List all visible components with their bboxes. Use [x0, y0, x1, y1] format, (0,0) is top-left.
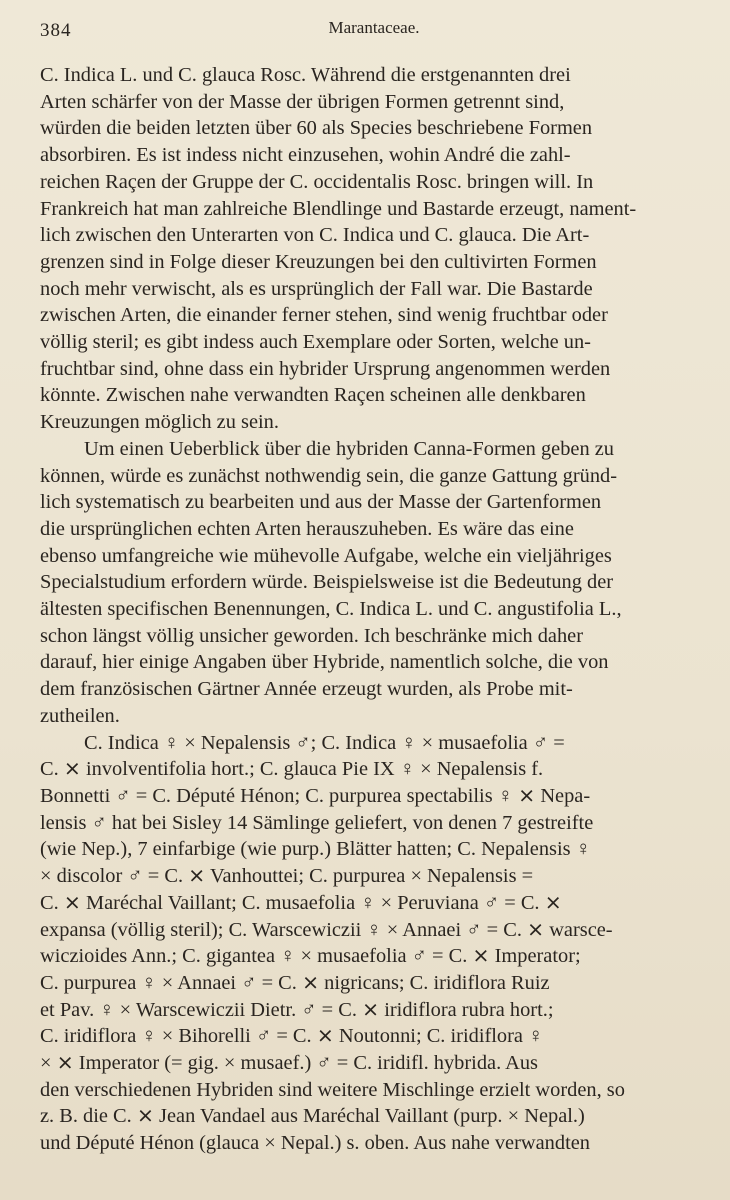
text-line: × ⨯ Imperator (= gig. × musaef.) ♂ = C. iridifl. hybrida. Aus [40, 1052, 538, 1075]
text-line: und Député Hénon (glauca × Nepal.) s. oben. Aus nahe verwandten [40, 1132, 590, 1155]
page-header [40, 14, 708, 44]
text-line: den verschiedenen Hybriden sind weitere Mischlinge erzielt worden, so [40, 1078, 625, 1101]
text-line: Frankreich hat man zahlreiche Blendlinge und Bastarde erzeugt, nament- [40, 197, 637, 220]
text-line: fruchtbar sind, ohne dass ein hybrider Ursprung angenommen werden [40, 357, 611, 380]
text-line: völlig steril; es gibt indess auch Exemplare oder Sorten, welche un- [40, 331, 591, 354]
text-line: lich zwischen den Unterarten von C. Indica und C. glauca. Die Art- [40, 224, 590, 247]
text-line: C. Indica ♀ × Nepalensis ♂; C. Indica ♀ × musaefolia ♂ = [84, 731, 565, 754]
text-line: C. purpurea ♀ × Annaei ♂ = C. ⨯ nigricans; C. iridiflora Ruiz [40, 971, 550, 994]
text-line: absorbiren. Es ist indess nicht einzusehen, wohin André die zahl- [40, 144, 571, 167]
paragraph [40, 730, 710, 1157]
text-line: Um einen Ueberblick über die hybriden Canna-Formen geben zu [84, 437, 614, 460]
text-line: die ursprünglichen echten Arten herauszuheben. Es wäre das eine [40, 517, 574, 540]
text-line: C. ⨯ involventifolia hort.; C. glauca Pie IX ♀ × Nepalensis f. [40, 758, 544, 781]
text-line: zutheilen. [40, 704, 120, 727]
text-line: Bonnetti ♂ = C. Député Hénon; C. purpurea spectabilis ♀ ⨯ Nepa- [40, 784, 591, 807]
text-line: expansa (völlig steril); C. Warscewiczii ♀ × Annaei ♂ = C. ⨯ warsce- [40, 918, 613, 941]
text-line: könnte. Zwischen nahe verwandten Raçen scheinen alle denkbaren [40, 384, 586, 407]
text-line: würden die beiden letzten über 60 als Species beschriebene Formen [40, 117, 593, 140]
text-line: Kreuzungen möglich zu sein. [40, 411, 279, 434]
text-line: C. Indica L. und C. glauca Rosc. Während die erstgenannten drei [40, 64, 571, 86]
text-line: schon längst völlig unsicher geworden. Ich beschränke mich daher [40, 624, 584, 647]
paragraph [40, 62, 710, 436]
text-line: ältesten specifischen Benennungen, C. Indica L. und C. angustifolia L., [40, 598, 622, 621]
text-line: dem französischen Gärtner Année erzeugt wurden, als Probe mit- [40, 678, 573, 701]
text-line: darauf, hier einige Angaben über Hybride, namentlich solche, die von [40, 651, 609, 674]
text-line: reichen Raçen der Gruppe der C. occidentalis Rosc. bringen will. In [40, 170, 594, 193]
body-text [40, 62, 710, 1157]
text-line: wiczioides Ann.; C. gigantea ♀ × musaefolia ♂ = C. ⨯ Imperator; [40, 945, 581, 968]
text-line: zwischen Arten, die einander ferner stehen, sind wenig fruchtbar oder [40, 304, 608, 327]
text-line: × discolor ♂ = C. ⨯ Vanhouttei; C. purpurea × Nepalensis = [40, 865, 534, 888]
running-title: Marantaceae. [328, 18, 420, 37]
page-number: 384 [40, 20, 72, 41]
text-line: et Pav. ♀ × Warscewiczii Dietr. ♂ = C. ⨯ iridiflora rubra hort.; [40, 998, 554, 1021]
text-line: noch mehr verwischt, als es ursprünglich der Fall war. Die Bastarde [40, 277, 593, 300]
text-line: können, würde es zunächst nothwendig sein, die ganze Gattung gründ- [40, 464, 618, 487]
text-line: C. iridiflora ♀ × Bihorelli ♂ = C. ⨯ Noutonni; C. iridiflora ♀ [40, 1025, 544, 1048]
text-line: lich systematisch zu bearbeiten und aus der Masse der Gartenformen [40, 491, 602, 514]
paragraph [40, 436, 710, 730]
text-line: grenzen sind in Folge dieser Kreuzungen bei den cultivirten Formen [40, 250, 597, 273]
text-line: Arten schärfer von der Masse der übrigen Formen getrennt sind, [40, 90, 565, 113]
text-line: z. B. die C. ⨯ Jean Vandael aus Maréchal Vaillant (purp. × Nepal.) [40, 1105, 585, 1128]
text-line: lensis ♂ hat bei Sisley 14 Sämlinge geliefert, von denen 7 gestreifte [40, 811, 594, 834]
text-line: (wie Nep.), 7 einfarbige (wie purp.) Blätter hatten; C. Nepalensis ♀ [40, 838, 591, 861]
text-line: ebenso umfangreiche wie mühevolle Aufgabe, welche ein vieljähriges [40, 544, 612, 567]
text-line: Specialstudium erfordern würde. Beispielsweise ist die Bedeutung der [40, 571, 614, 594]
text-line: C. ⨯ Maréchal Vaillant; C. musaefolia ♀ × Peruviana ♂ = C. ⨯ [40, 891, 562, 914]
